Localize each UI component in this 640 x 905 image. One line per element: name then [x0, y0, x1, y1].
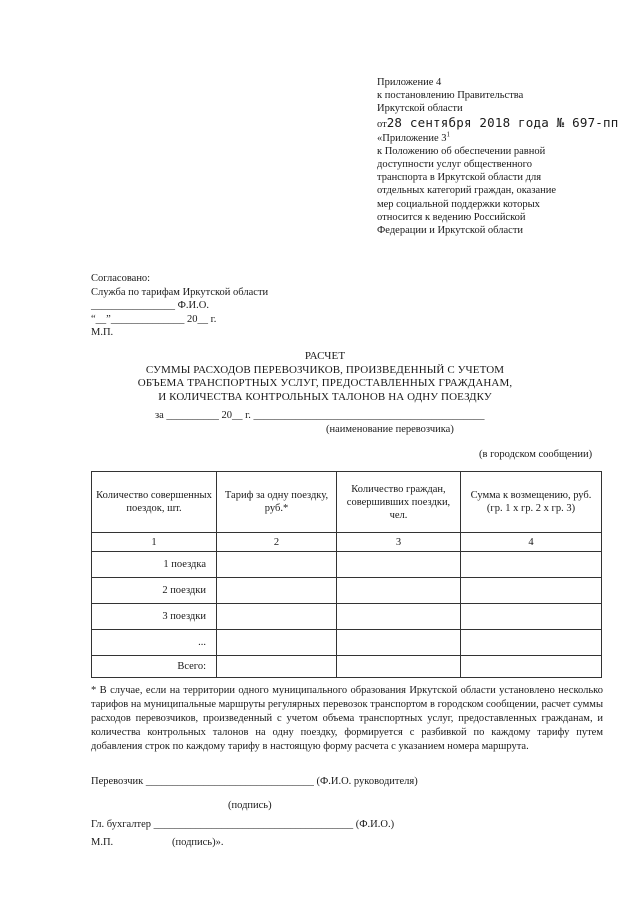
footnote-text: * В случае, если на территории одного муниципального образования Иркутской области установлено несколько тарифов на муниципальные маршруты регулярных перевозок транспортом в городском сообщении, расчет суммы расходов перевозчиков, произведенный с учетом объема транспортных услуг, предоставленных гражданам, и количества контрольных талонов на одну поездку, формируется с разбивкой по каждому тарифу путем добавления строк по каждому тарифу в настоящую форму расчета с указанием номера маршрута.	[91, 685, 603, 752]
table-cell	[337, 630, 461, 656]
table-cell	[461, 552, 602, 578]
column-number: 2	[217, 533, 337, 552]
table-cell	[337, 552, 461, 578]
quote-label: «Приложение 3	[377, 132, 447, 144]
table-cell	[461, 604, 602, 630]
column-number: 4	[461, 533, 602, 552]
carrier-signature-line: Перевозчик ________________________________ (Ф.И.О. руководителя)	[91, 776, 418, 787]
calculation-table	[91, 471, 602, 678]
header-tariff: Тариф за одну поездку, руб.*	[217, 472, 337, 533]
table-cell	[461, 656, 602, 678]
row-label: 2 поездки	[92, 578, 217, 604]
header-amount: Сумма к возмещению, руб. (гр. 1 х гр. 2 х гр. 3)	[461, 472, 602, 533]
regulation-line: мер социальной поддержки которых	[377, 198, 540, 210]
appendix-line: Иркутской области	[377, 103, 463, 115]
column-number: 1	[92, 533, 217, 552]
stamp-label: М.П.	[91, 837, 114, 848]
table-row	[92, 630, 602, 656]
regulation-line: Федерации и Иркутской области	[377, 225, 524, 237]
total-row	[92, 656, 602, 678]
table-row	[92, 578, 602, 604]
table-cell	[337, 578, 461, 604]
regulation-line: доступности услуг общественного	[377, 159, 532, 171]
appendix-line: к постановлению Правительства	[377, 90, 524, 102]
resolution-date	[377, 116, 632, 132]
table-cell	[217, 630, 337, 656]
table-cell	[217, 604, 337, 630]
total-label: Всего:	[92, 656, 217, 678]
quote-sup: 1	[446, 130, 450, 139]
title-line: РАСЧЕТ	[304, 350, 346, 362]
table-cell	[337, 656, 461, 678]
approval-line: “__”______________ 20__ г.	[91, 313, 217, 325]
appendix-block	[377, 76, 632, 237]
appendix-line: Приложение 4	[377, 77, 442, 88]
table-row	[92, 552, 602, 578]
title-line: СУММЫ РАСХОДОВ ПЕРЕВОЗЧИКОВ, ПРОИЗВЕДЕННЫЙ С УЧЕТОМ	[145, 363, 505, 376]
regulation-line: относится к ведению Российской	[377, 211, 526, 223]
city-service-note: (в городском сообщении)	[479, 449, 593, 460]
header-trips: Количество совершенных поездок, шт.	[92, 472, 217, 533]
title-line: ОБЪЕМА ТРАНСПОРТНЫХ УСЛУГ, ПРЕДОСТАВЛЕННЫХ ГРАЖДАНАМ,	[137, 377, 513, 389]
row-label: 1 поездка	[92, 552, 217, 578]
approval-line: ________________ Ф.И.О.	[91, 300, 209, 311]
table-cell	[337, 604, 461, 630]
quote-label-line	[377, 132, 632, 145]
accountant-signature-line: Гл. бухгалтер ______________________________________ (Ф.И.О.)	[91, 819, 395, 830]
table-cell	[461, 578, 602, 604]
approval-line: Согласовано:	[91, 273, 151, 284]
row-label: 3 поездки	[92, 604, 217, 630]
signature-caption: (подпись)	[228, 800, 272, 811]
carrier-name-caption: (наименование перевозчика)	[326, 424, 454, 435]
table-cell	[217, 578, 337, 604]
regulation-line: транспорта в Иркутской области для	[377, 172, 542, 184]
row-label: ...	[92, 630, 217, 656]
table-cell	[217, 552, 337, 578]
date-prefix: от	[377, 118, 387, 130]
table-row	[92, 604, 602, 630]
footnote	[91, 684, 603, 754]
approval-line: М.П.	[91, 327, 114, 338]
regulation-line: отдельных категорий граждан, оказание	[377, 185, 557, 197]
stamp-signature-caption: (подпись)».	[172, 837, 224, 848]
approval-line: Служба по тарифам Иркутской области	[91, 286, 269, 298]
date-text: 28 сентября 2018 года № 697-пп	[386, 114, 619, 130]
table-cell	[217, 656, 337, 678]
regulation-line: к Положению об обеспечении равной	[377, 145, 546, 157]
title-line: И КОЛИЧЕСТВА КОНТРОЛЬНЫХ ТАЛОНОВ НА ОДНУ ПОЕЗДКУ	[158, 390, 492, 403]
document-title	[90, 350, 560, 404]
column-number: 3	[337, 533, 461, 552]
period-line: за __________ 20__ г. ____________________________________________	[155, 410, 485, 421]
approval-block	[91, 272, 391, 340]
table-cell	[461, 630, 602, 656]
header-citizens: Количество граждан, совершивших поездки, чел.	[337, 472, 461, 533]
